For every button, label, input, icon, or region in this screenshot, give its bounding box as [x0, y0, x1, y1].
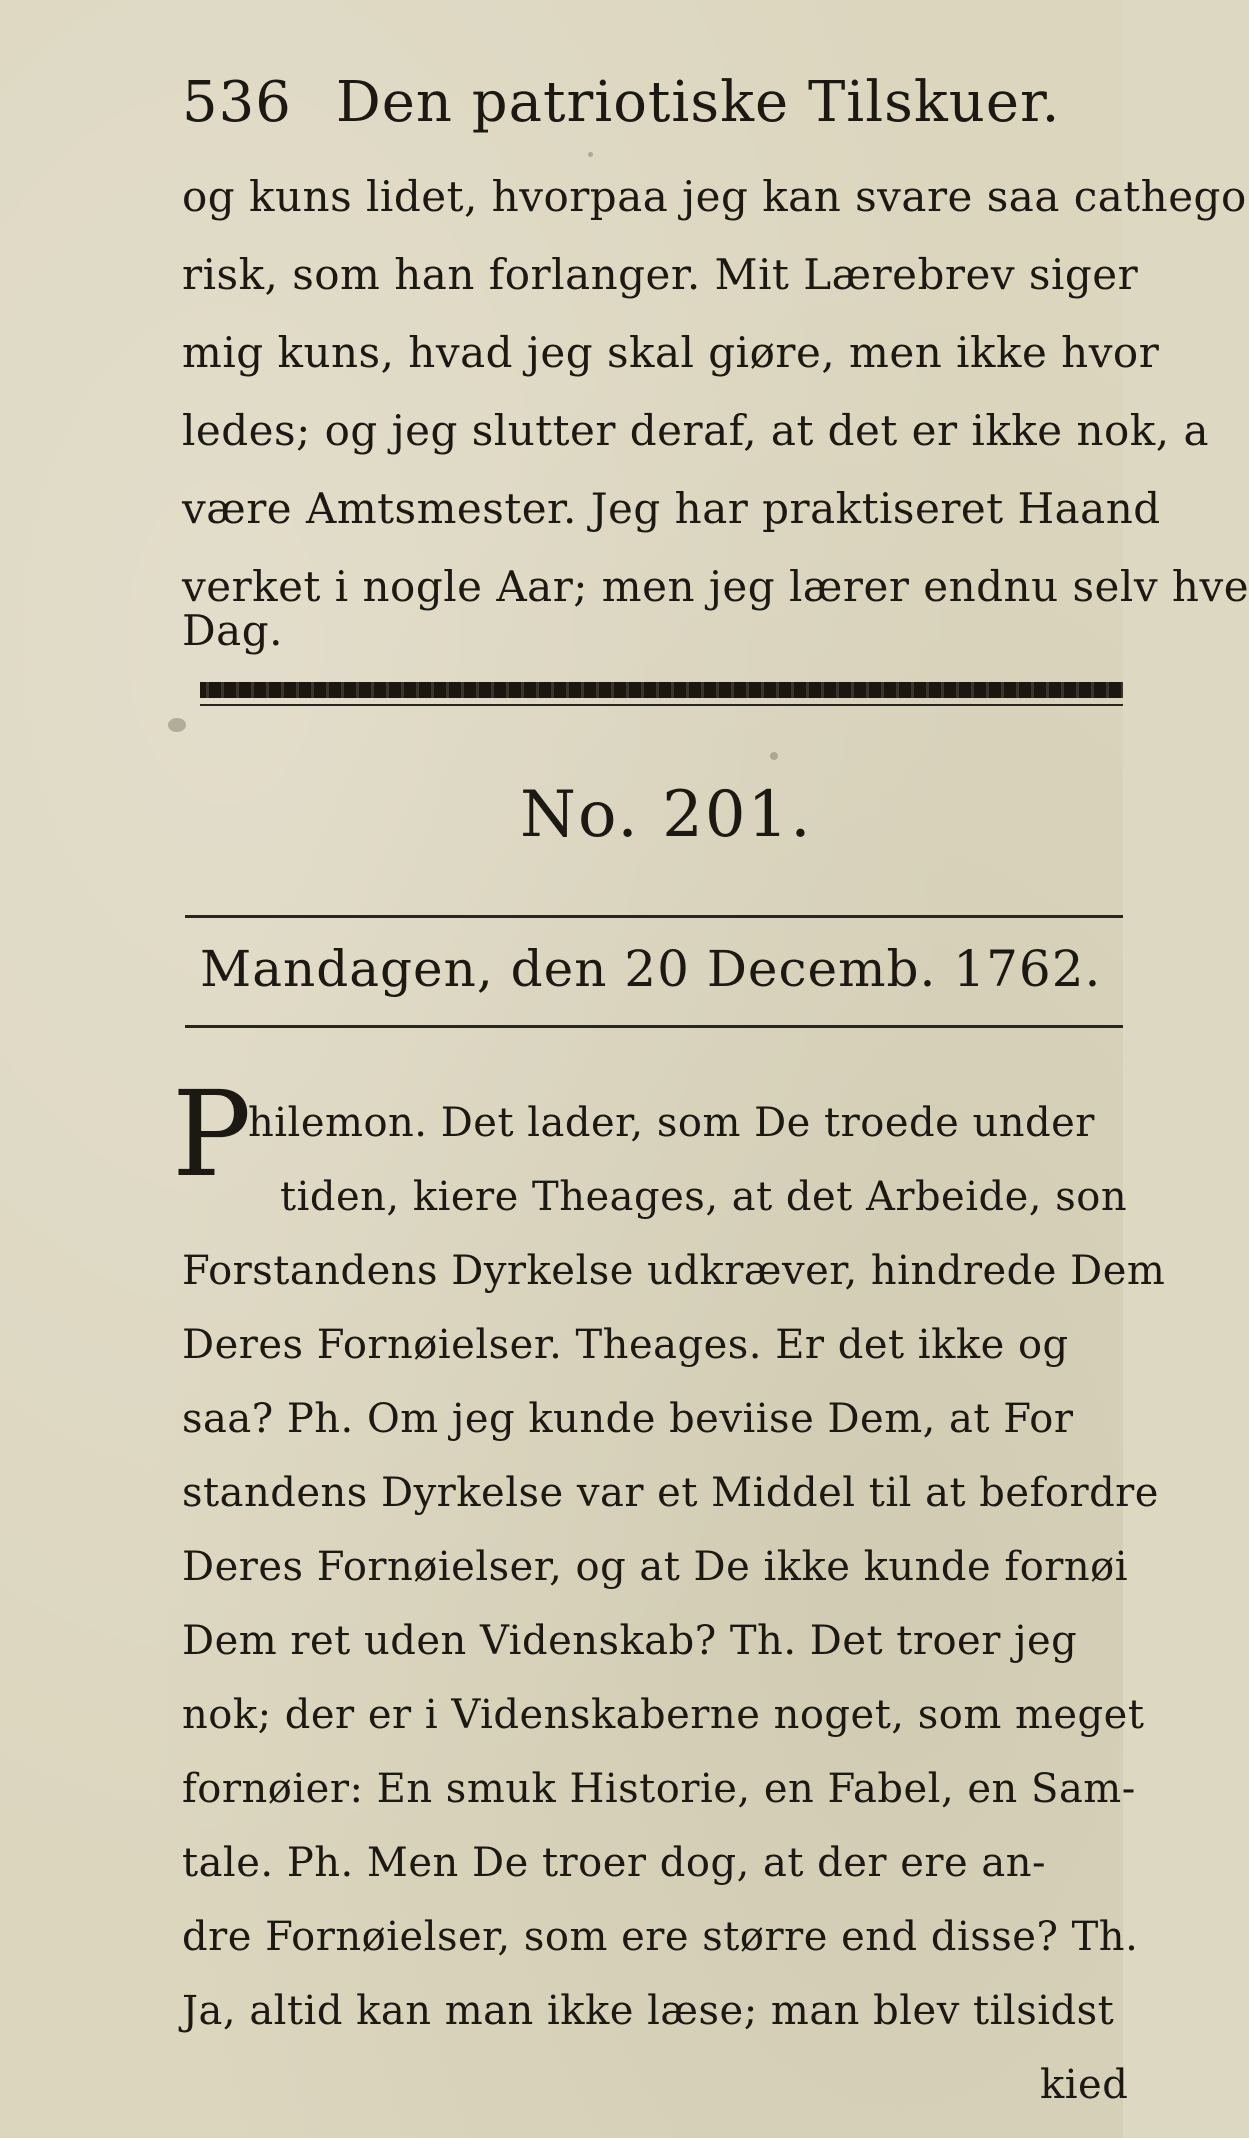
running-header: [182, 70, 1060, 135]
paper-spot: [168, 718, 186, 732]
dialogue-line: fornøier: En smuk Historie, en Fabel, en Sam-: [182, 1766, 1136, 1812]
divider-underline: [200, 704, 1123, 706]
dialogue-line: standens Dyrkelse var et Middel til at befordre: [182, 1470, 1159, 1516]
text-line-last: Dag.: [182, 606, 283, 655]
dialogue-line: nok; der er i Videnskaberne noget, som meget: [182, 1692, 1145, 1738]
date-rule-bottom: [185, 1025, 1123, 1028]
dialogue-line: saa? Ph. Om jeg kunde beviise Dem, at For: [182, 1396, 1074, 1442]
paper-spot: [588, 152, 593, 157]
dialogue-line: Deres Fornøielser, og at De ikke kunde fornøi: [182, 1544, 1129, 1590]
issue-number: No. 201.: [520, 778, 813, 852]
text-line: verket i nogle Aar; men jeg lærer endnu selv hve: [182, 562, 1249, 611]
dialogue-line: Deres Fornøielser. Theages. Er det ikke og: [182, 1322, 1069, 1368]
running-title: Den patriotiske Tilskuer.: [335, 70, 1061, 135]
date-rule-top: [185, 915, 1123, 918]
dialogue-line: Dem ret uden Videnskab? Th. Det troer jeg: [182, 1618, 1078, 1664]
page-number: 536: [182, 70, 292, 135]
dialogue-line: hilemon. Det lader, som De troede under: [248, 1100, 1095, 1146]
dialogue-line: Forstandens Dyrkelse udkræver, hindrede Dem: [182, 1248, 1166, 1294]
ornamental-divider: [200, 682, 1123, 698]
dialogue-line: tiden, kiere Theages, at det Arbeide, son: [280, 1174, 1128, 1220]
text-line: være Amtsmester. Jeg har praktiseret Haand: [182, 484, 1161, 533]
text-line: ledes; og jeg slutter deraf, at det er ikke nok, a: [182, 406, 1209, 455]
dialogue-line: dre Fornøielser, som ere større end disse? Th.: [182, 1914, 1139, 1960]
text-line: risk, som han forlanger. Mit Lærebrev siger: [182, 250, 1139, 299]
paper-spot: [770, 752, 778, 760]
catchword: kied: [1040, 2062, 1129, 2108]
drop-cap: P: [172, 1065, 252, 1203]
dialogue-line: tale. Ph. Men De troer dog, at der ere an-: [182, 1840, 1047, 1886]
issue-date: Mandagen, den 20 Decemb. 1762.: [200, 940, 1102, 998]
dialogue-line: Ja, altid kan man ikke læse; man blev tilsidst: [182, 1988, 1115, 2034]
text-line: og kuns lidet, hvorpaa jeg kan svare saa cathego: [182, 172, 1247, 221]
text-line: mig kuns, hvad jeg skal giøre, men ikke hvor: [182, 328, 1160, 377]
